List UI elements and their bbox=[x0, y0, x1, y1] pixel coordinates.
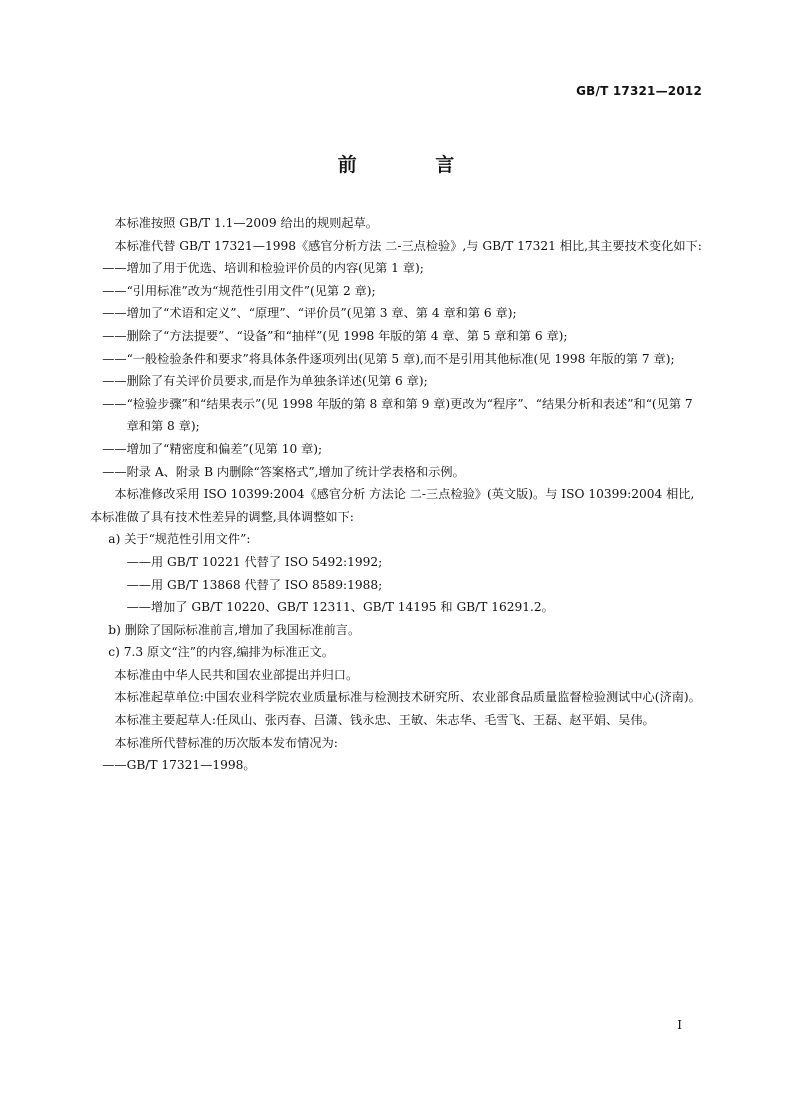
change-item: ——“一般检验条件和要求”将具体条件逐项列出(见第 5 章),而不是引用其他标准(见 1998 年版的第 7 章); bbox=[102, 351, 675, 366]
sub-item: ——增加了 GB/T 10220、GB/T 12311、GB/T 14195 和 GB/T 16291.2。 bbox=[126, 600, 554, 615]
foreword-body bbox=[90, 212, 702, 777]
document-code: GB/T 17321—2012 bbox=[576, 84, 702, 98]
page-number: I bbox=[677, 1018, 682, 1032]
paragraph-drafting-units: 本标准起草单位:中国农业科学院农业质量标准与检测技术研究所、农业部食品质量监督检验测试中心(济南)。 bbox=[114, 690, 701, 705]
list-item-c: c) 7.3 原文“注”的内容,编排为标准正文。 bbox=[108, 645, 334, 660]
paragraph-replacement: 本标准代替 GB/T 17321—1998《感官分析方法 二-三点检验》,与 GB/T 17321 相比,其主要技术变化如下: bbox=[114, 238, 702, 253]
paragraph-iso-adoption: 本标准修改采用 ISO 10399:2004《感官分析 方法论 二-三点检验》(英文版)。与 ISO 10399:2004 相比,本标准做了具有技术性差异的调整,具体调整如下: bbox=[90, 487, 695, 524]
change-item: ——增加了“术语和定义”、“原理”、“评价员”(见第 3 章、第 4 章和第 6 章); bbox=[102, 306, 517, 321]
sub-item: ——用 GB/T 13868 代替了 ISO 8589:1988; bbox=[126, 577, 383, 592]
change-item: ——附录 A、附录 B 内删除“答案格式”,增加了统计学表格和示例。 bbox=[102, 464, 465, 479]
change-item: ——“引用标准”改为“规范性引用文件”(见第 2 章); bbox=[102, 283, 376, 298]
paragraph-proposer: 本标准由中华人民共和国农业部提出并归口。 bbox=[114, 667, 359, 682]
change-item: ——删除了有关评价员要求,而是作为单独条详述(见第 6 章); bbox=[102, 374, 428, 389]
list-item-b: b) 删除了国际标准前言,增加了我国标准前言。 bbox=[108, 622, 361, 637]
sub-item: ——用 GB/T 10221 代替了 ISO 5492:1992; bbox=[126, 554, 383, 569]
change-item: ——增加了“精密度和偏差”(见第 10 章); bbox=[102, 441, 323, 456]
change-item: ——“检验步骤”和“结果表示”(见 1998 年版的第 8 章和第 9 章)更改为“程序”、“结果分析和表述”和“(见第 7 章和第 8 章); bbox=[102, 396, 693, 434]
paragraph-drafters: 本标准主要起草人:任凤山、张丙春、吕潇、钱永忠、王敏、朱志华、毛雪飞、王磊、赵平娟、吴伟。 bbox=[114, 713, 655, 728]
page-title: 前 言 bbox=[337, 154, 491, 176]
paragraph-drafting-rules: 本标准按照 GB/T 1.1—2009 给出的规则起草。 bbox=[114, 216, 378, 230]
change-item: ——增加了用于优选、培训和检验评价员的内容(见第 1 章); bbox=[102, 261, 424, 276]
history-item: ——GB/T 17321—1998。 bbox=[102, 758, 256, 773]
change-item: ——删除了“方法提要”、“设备”和“抽样”(见 1998 年版的第 4 章、第 5 章和第 6 章); bbox=[102, 328, 568, 343]
list-item-a: a) 关于“规范性引用文件”: bbox=[108, 532, 251, 547]
paragraph-history-intro: 本标准所代替标准的历次版本发布情况为: bbox=[114, 735, 338, 750]
